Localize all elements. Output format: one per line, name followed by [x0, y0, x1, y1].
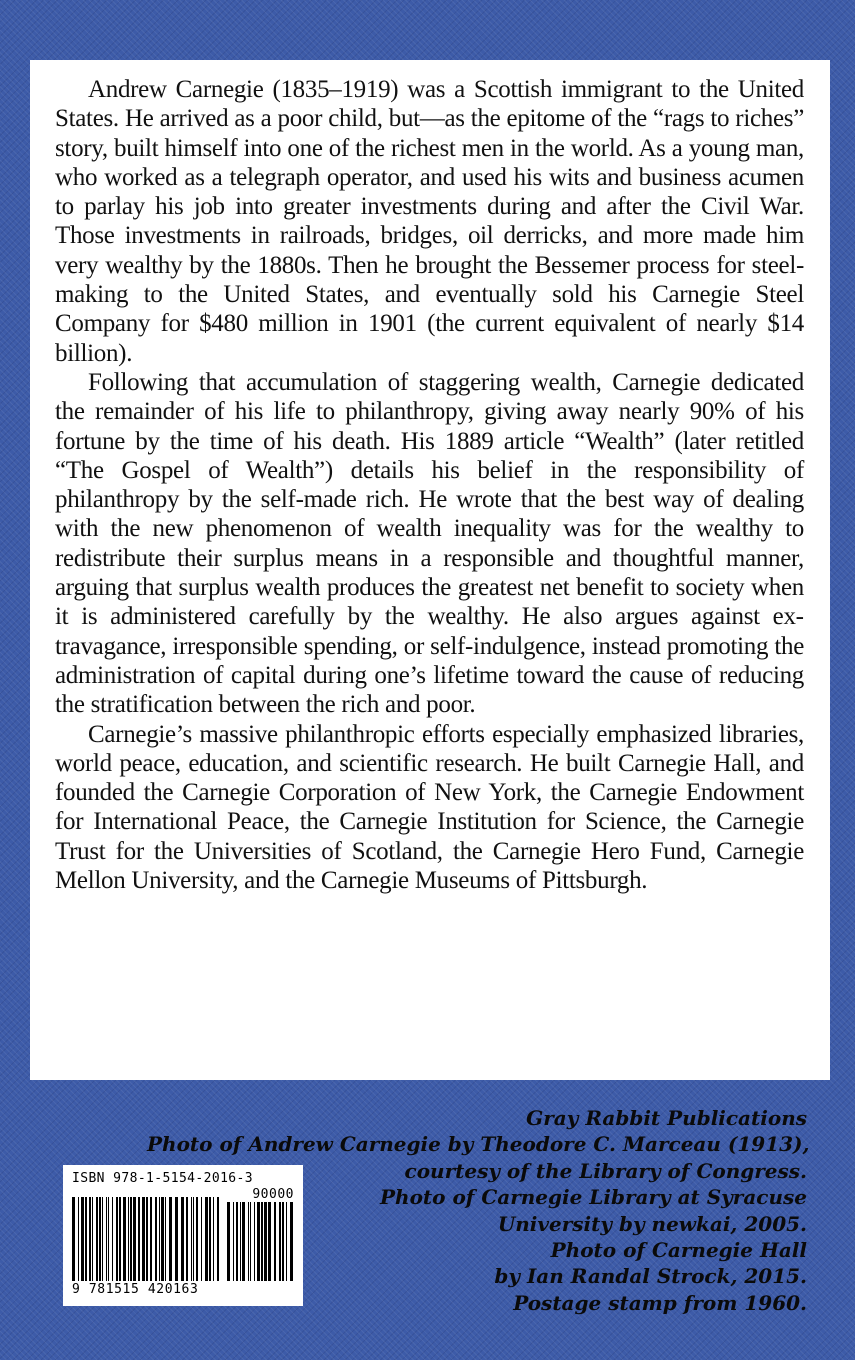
- barcode-bar: [274, 1202, 276, 1281]
- barcode-bar: [130, 1197, 132, 1281]
- barcode-bar: [213, 1197, 214, 1281]
- barcode-bar: [205, 1197, 208, 1281]
- barcode-bar: [96, 1197, 98, 1281]
- credit-line: courtesy of the Library of Congress.: [404, 1158, 807, 1183]
- barcode-bar: [236, 1202, 238, 1281]
- credit-line: Photo of Andrew Carnegie by Theodore C. Marceau (1913),: [147, 1132, 810, 1157]
- barcode-bars: [72, 1197, 222, 1281]
- barcode-bar: [248, 1202, 249, 1281]
- barcode-bar: [169, 1197, 172, 1281]
- barcode-bar: [133, 1197, 136, 1281]
- barcode-bar: [89, 1197, 91, 1281]
- barcode-bar: [81, 1197, 84, 1281]
- barcode-bar: [264, 1202, 267, 1281]
- barcode-bar: [217, 1197, 219, 1281]
- barcode-bar: [254, 1202, 255, 1281]
- barcode-bar: [116, 1197, 118, 1281]
- barcode-bar: [250, 1202, 251, 1281]
- barcode-bar: [138, 1197, 140, 1281]
- paragraph-philanthropy: Following that accumulation of staggering wealth, Carnegie dedicated the remainder of his life to philanthropy, giving away nearly 90% of his fortune by the time of his death. His 1889 article “Wealth” (later retitled “The Gospel of Wealth”) details his belief in the responsibility of philanthropy by the self-made rich. He wrote that the best way of dealing with the new phenomenon of wealth inequality was for the wealthy to redistribute their surplus means in a responsible and thoughtful manner, arguing that surplus wealth produces the greatest net benefit to society when it is administered carefully by the wealthy. He also argues against extravagance, irresponsible spending, or self-indulgence, instead promoting the administration of capital during one’s lifetime toward the cause of reducing the stratification between the rich and poor.: [55, 368, 804, 719]
- barcode-bar: [240, 1202, 241, 1281]
- credit-line: by Ian Randal Strock, 2015.: [494, 1264, 807, 1289]
- barcode-bar: [233, 1202, 234, 1281]
- barcode-bar: [193, 1197, 194, 1281]
- barcode-bar: [186, 1197, 188, 1281]
- barcode-bar: [78, 1197, 79, 1281]
- barcode-bar: [72, 1197, 75, 1281]
- barcode-bar: [209, 1197, 211, 1281]
- credit-line: Photo of Carnegie Library at Syracuse: [379, 1185, 807, 1210]
- barcode-bar: [159, 1197, 160, 1281]
- isbn-barcode: [63, 1165, 303, 1306]
- credit-line: Postage stamp from 1960.: [513, 1290, 807, 1315]
- price-code: 90000: [252, 1187, 294, 1202]
- barcode-bar: [108, 1197, 109, 1281]
- barcode-bar: [102, 1197, 103, 1281]
- paragraph-biography: Andrew Carnegie (1835–1919) was a Scottish immigrant to the United States. He arrived as a poor child, but—as the epitome of the “rags to riches” story, built himself into one of the richest men in the world. As a young man, who worked as a telegraph operator, and used his wits and business acumen to parlay his job into greater investments during and after the Civil War. Those investments in railroads, bridges, oil derricks, and more made him very wealthy by the 1880s. Then he brought the Bessemer process for steel-making to the United States, and eventually sold his Carnegie Steel Company for $480 million in 1901 (the current equivalent of nearly $14 billion).: [55, 76, 804, 367]
- credit-line: University by newkai, 2005.: [497, 1211, 807, 1236]
- paragraph-legacy: Carnegie’s massive philanthropic efforts especially emphasized libraries, world peace, education, and scientific research. He built Carnegie Hall, and founded the Carnegie Corporation of New York, the Carnegie Endowment for International Peace, the Carnegie Institution for Science, the Carnegie Trust for the Universities of Scotland, the Carnegie Hero Fund, Carnegie Mellon University, and the Carnegie Museums of Pittsburgh.: [55, 720, 804, 895]
- credit-line-publisher: Gray Rabbit Publications: [526, 1106, 807, 1130]
- isbn-label: ISBN 978-1-5154-2016-3: [72, 1171, 253, 1186]
- barcode-bar: [85, 1197, 87, 1281]
- barcode-bar: [112, 1197, 113, 1281]
- barcode-bar: [106, 1197, 107, 1281]
- barcode-bar: [99, 1197, 101, 1281]
- barcode-bar: [142, 1197, 145, 1281]
- barcode-bar: [123, 1197, 126, 1281]
- barcode-bar: [161, 1197, 164, 1281]
- barcode-bar: [155, 1197, 157, 1281]
- barcode-bar: [146, 1197, 148, 1281]
- barcode-bar: [242, 1202, 245, 1281]
- barcode-bar: [150, 1197, 152, 1281]
- credit-line: Photo of Carnegie Hall: [550, 1238, 807, 1263]
- barcode-bar: [268, 1202, 271, 1281]
- barcode-bar: [257, 1202, 260, 1281]
- barcode-bar: [119, 1197, 121, 1281]
- barcode-bar: [196, 1197, 198, 1281]
- description-panel: [30, 60, 830, 1080]
- barcode-bar: [128, 1197, 129, 1281]
- barcode-bar: [290, 1202, 293, 1281]
- barcode-bar: [201, 1197, 202, 1281]
- barcode-bar: [181, 1197, 184, 1281]
- barcode-bar: [261, 1202, 263, 1281]
- barcode-bar: [165, 1197, 166, 1281]
- barcode-digits: 9 781515 420163: [72, 1282, 199, 1297]
- barcode-bar: [92, 1197, 93, 1281]
- barcode-addon-bars: [227, 1202, 293, 1281]
- barcode-bar: [227, 1202, 230, 1281]
- barcode-bar: [282, 1202, 284, 1281]
- barcode-bar: [175, 1197, 178, 1281]
- barcode-bar: [191, 1197, 192, 1281]
- barcode-bar: [286, 1202, 287, 1281]
- barcode-bar: [279, 1202, 281, 1281]
